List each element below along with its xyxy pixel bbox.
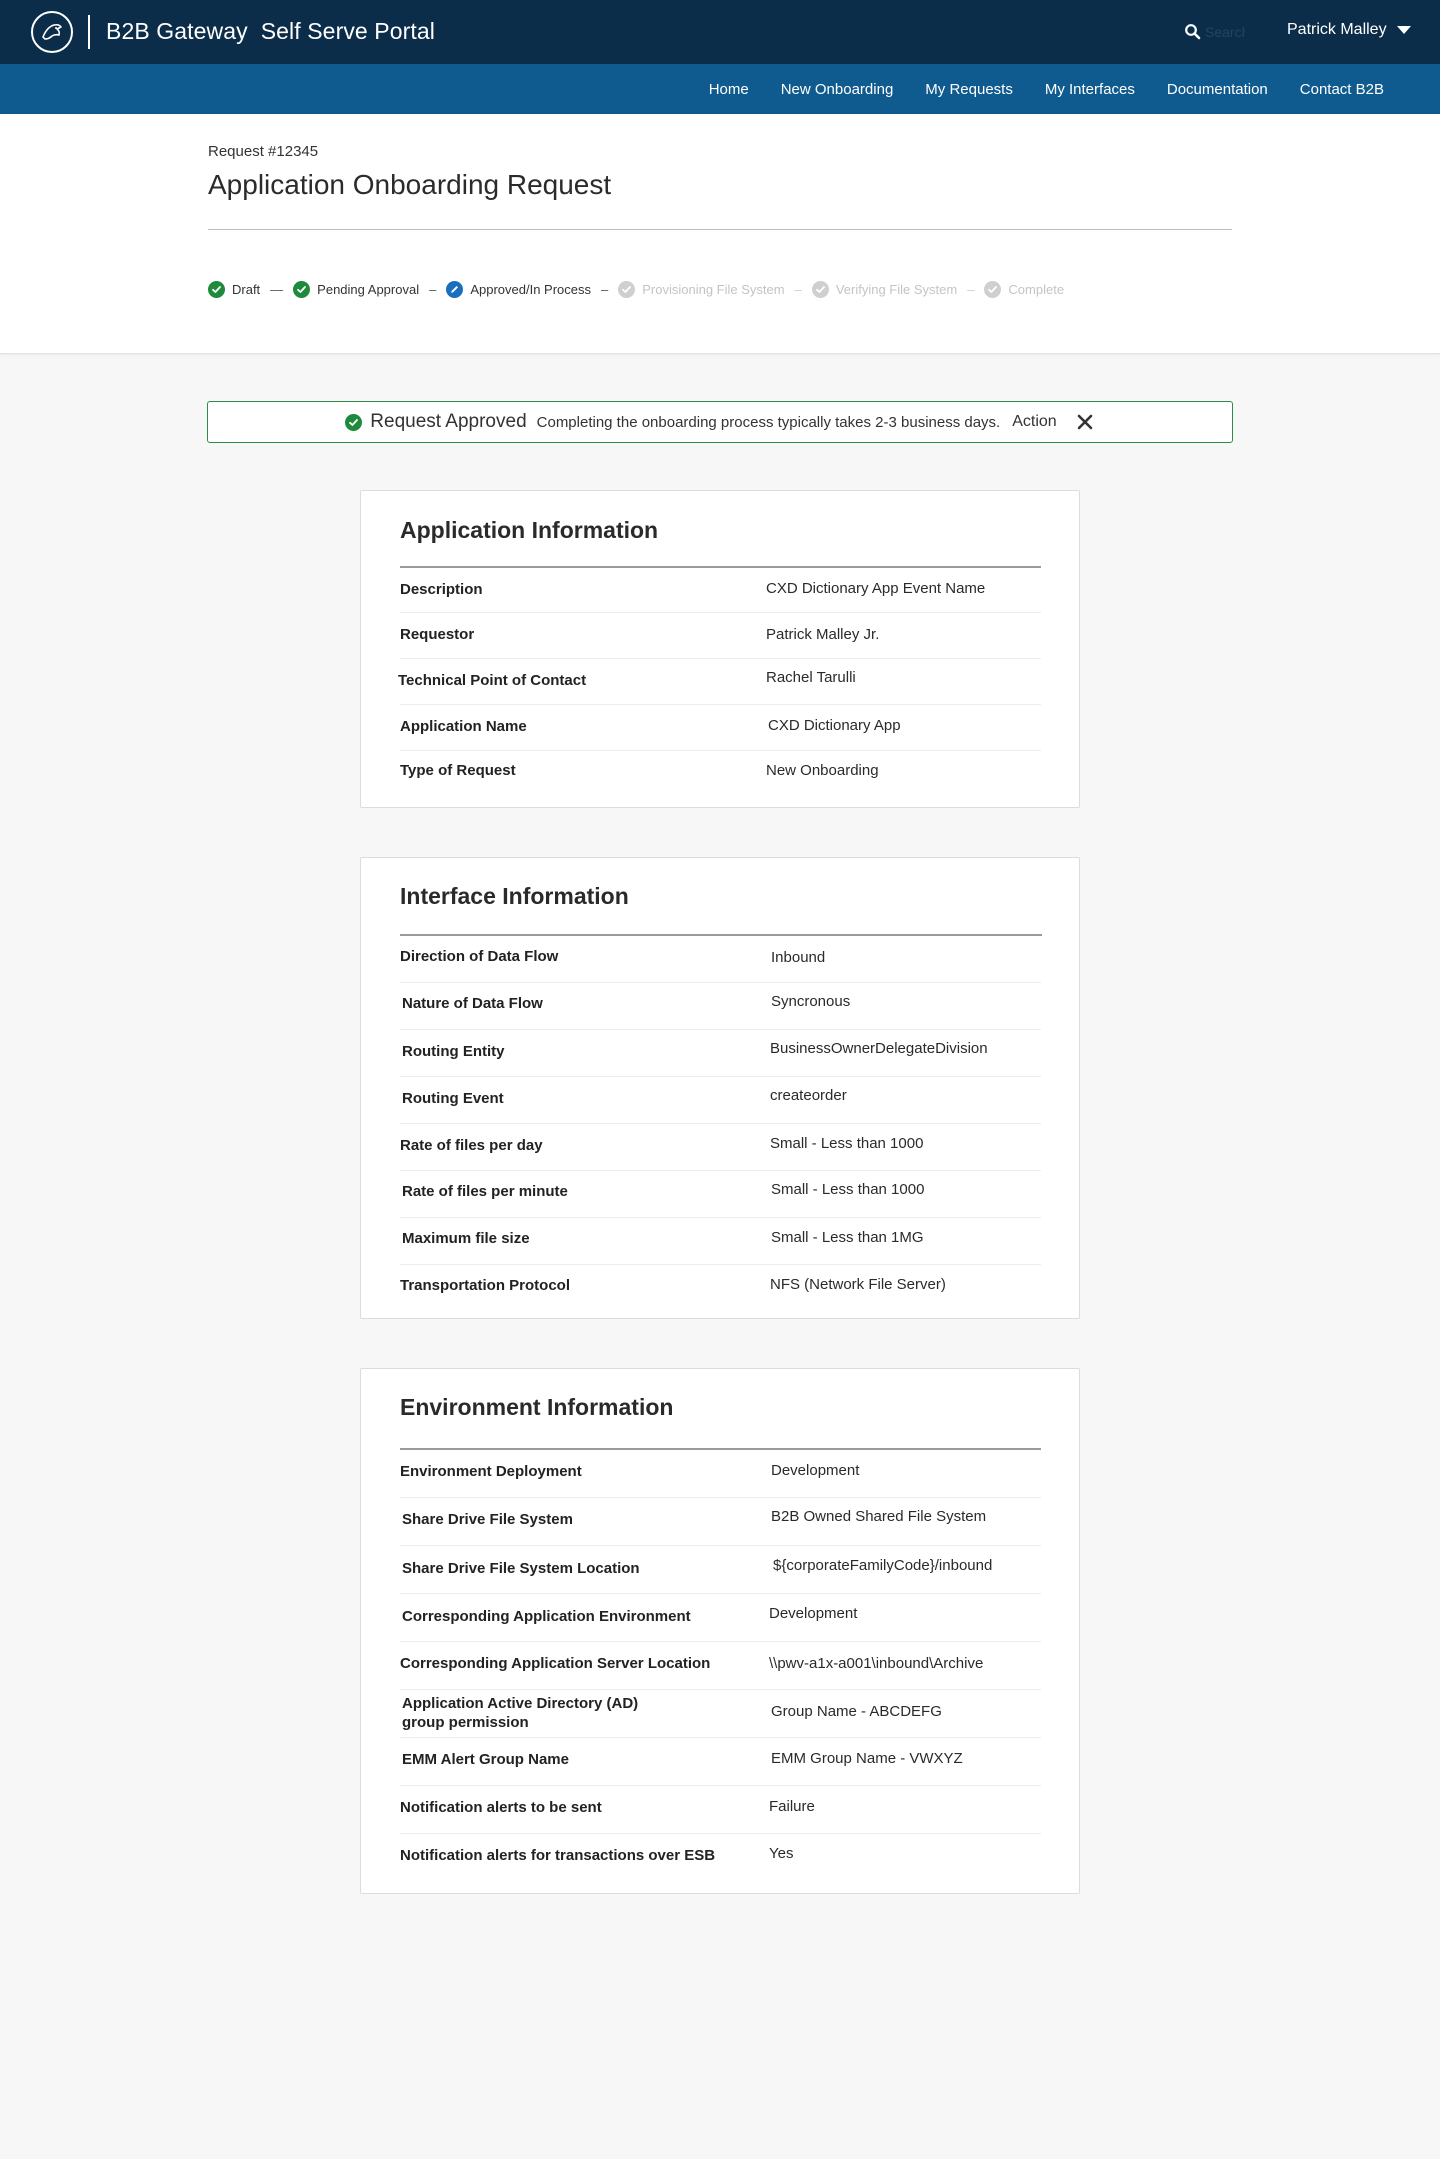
- check-circle-icon: [345, 414, 362, 431]
- info-row: [400, 751, 1041, 797]
- step-label: Draft: [232, 281, 261, 297]
- info-row: [400, 1450, 1041, 1498]
- row-value: Inbound: [771, 949, 826, 966]
- row-value: B2B Owned Shared File System: [771, 1508, 987, 1525]
- step-label: Provisioning File System: [642, 281, 785, 297]
- info-row: [400, 1498, 1041, 1546]
- row-value: Failure: [769, 1798, 815, 1815]
- environment-info-card: [360, 1368, 1080, 1894]
- nav-item-documentation[interactable]: Documentation: [1166, 80, 1268, 98]
- info-row: [400, 1077, 1041, 1124]
- info-row: [400, 1546, 1041, 1594]
- check-circle-icon: [984, 281, 1001, 298]
- row-label: Rate of files per minute: [402, 1183, 568, 1200]
- row-label: Direction of Data Flow: [400, 948, 559, 965]
- check-circle-icon: [812, 281, 829, 298]
- row-value: Rachel Tarulli: [766, 669, 856, 686]
- row-value: Yes: [769, 1845, 794, 1862]
- row-value: CXD Dictionary App Event Name: [766, 580, 986, 597]
- search-box[interactable]: [1183, 20, 1245, 44]
- nav-item-contact-b2b[interactable]: Contact B2B: [1299, 80, 1384, 98]
- row-label: Routing Entity: [402, 1043, 505, 1060]
- info-row: [400, 705, 1041, 751]
- progress-stepper: [208, 279, 1064, 299]
- app-title[interactable]: B2B Gateway Self Serve Portal: [106, 18, 435, 44]
- row-value: Development: [771, 1462, 860, 1479]
- row-label: Corresponding Application Environment: [402, 1608, 691, 1625]
- step-label: Approved/In Process: [470, 281, 592, 297]
- step-approved-in-process: [446, 281, 591, 298]
- row-label: Corresponding Application Server Location: [400, 1655, 711, 1672]
- row-label: Maximum file size: [402, 1230, 530, 1247]
- row-value: Small - Less than 1MG: [771, 1229, 924, 1246]
- close-icon[interactable]: [1075, 412, 1095, 432]
- info-row: [400, 1834, 1041, 1882]
- application-info-card: [360, 490, 1080, 808]
- step-separator: –: [967, 281, 975, 297]
- row-value: Patrick Malley Jr.: [766, 626, 880, 643]
- user-name: Patrick Malley: [1287, 21, 1387, 38]
- info-row: [400, 983, 1041, 1030]
- step-provisioning-file-system: [618, 281, 784, 298]
- chevron-down-icon: [1397, 26, 1411, 34]
- step-draft: [208, 281, 260, 298]
- row-value: Small - Less than 1000: [771, 1181, 925, 1198]
- step-label: Complete: [1008, 281, 1065, 297]
- row-label: Application Name: [400, 718, 527, 735]
- info-row: [400, 1171, 1041, 1218]
- step-separator: –: [794, 281, 802, 297]
- step-complete: [984, 281, 1064, 298]
- step-separator: —: [270, 281, 284, 297]
- info-row: [400, 1030, 1041, 1077]
- row-label: Rate of files per day: [400, 1137, 543, 1154]
- user-menu[interactable]: [1287, 21, 1411, 39]
- row-value: EMM Group Name - VWXYZ: [771, 1750, 963, 1767]
- card-title: Environment Information: [400, 1394, 674, 1420]
- main-nav: [0, 64, 1440, 114]
- logo-divider: [88, 15, 90, 49]
- row-label: Environment Deployment: [400, 1463, 582, 1480]
- row-value: Small - Less than 1000: [770, 1135, 924, 1152]
- row-value: NFS (Network File Server): [770, 1276, 946, 1293]
- row-value: Syncronous: [771, 993, 851, 1010]
- info-row: [400, 1738, 1041, 1786]
- info-row: [400, 1786, 1041, 1834]
- info-row: [400, 1594, 1041, 1642]
- search-input[interactable]: [1205, 21, 1245, 43]
- row-label: Notification alerts for transactions over ESB: [400, 1847, 716, 1864]
- nav-item-new-onboarding[interactable]: New Onboarding: [780, 80, 894, 98]
- alert-action-link[interactable]: Action: [1012, 413, 1057, 430]
- row-value: ${corporateFamilyCode}/inbound: [773, 1557, 993, 1574]
- row-label: EMM Alert Group Name: [402, 1751, 569, 1768]
- row-label: Nature of Data Flow: [402, 995, 543, 1012]
- row-label: Requestor: [400, 626, 475, 643]
- row-label: Share Drive File System: [402, 1511, 573, 1528]
- row-label: Share Drive File System Location: [402, 1560, 640, 1577]
- row-value: \\pwv-a1x-a001\inbound\Archive: [769, 1655, 984, 1672]
- step-label: Verifying File System: [835, 281, 958, 297]
- page-header: [0, 114, 1440, 354]
- card-title: Interface Information: [400, 883, 629, 909]
- row-value: New Onboarding: [766, 762, 879, 779]
- pencil-circle-icon: [446, 281, 463, 298]
- alert-title: Request Approved: [370, 411, 527, 432]
- top-header: [0, 0, 1440, 64]
- row-label: Application Active Directory (AD) group permission: [402, 1695, 639, 1731]
- info-row: [400, 1124, 1041, 1171]
- row-value: Group Name - ABCDEFG: [771, 1703, 942, 1720]
- row-value: Development: [769, 1605, 858, 1622]
- step-label: Pending Approval: [317, 281, 420, 297]
- info-row: [400, 659, 1041, 705]
- info-row: [400, 568, 1041, 613]
- alert-message: Completing the onboarding process typically takes 2-3 business days.: [536, 413, 1001, 431]
- step-pending-approval: [293, 281, 419, 298]
- step-separator: –: [601, 281, 609, 297]
- company-logo-icon[interactable]: [31, 11, 73, 53]
- card-title: Application Information: [400, 517, 659, 543]
- info-row: [400, 613, 1041, 659]
- row-label: Type of Request: [400, 762, 516, 779]
- info-row: [400, 936, 1041, 983]
- success-alert: [207, 401, 1233, 443]
- check-circle-icon: [208, 281, 225, 298]
- info-row: [400, 1218, 1041, 1265]
- row-label: Transportation Protocol: [400, 1277, 571, 1294]
- row-label: Technical Point of Contact: [398, 672, 587, 689]
- request-number: Request #12345: [208, 143, 319, 160]
- step-verifying-file-system: [812, 281, 957, 298]
- row-label: Description: [400, 581, 483, 598]
- row-value: CXD Dictionary App: [768, 717, 901, 734]
- row-value: BusinessOwnerDelegateDivision: [770, 1040, 988, 1057]
- row-value: createorder: [770, 1087, 847, 1104]
- nav-item-my-interfaces[interactable]: My Interfaces: [1044, 80, 1135, 98]
- check-circle-icon: [618, 281, 635, 298]
- row-label: Routing Event: [402, 1090, 504, 1107]
- info-row: [400, 1265, 1041, 1312]
- check-circle-icon: [293, 281, 310, 298]
- page-title: Application Onboarding Request: [208, 169, 612, 200]
- info-row: [400, 1690, 1041, 1738]
- divider: [208, 229, 1232, 230]
- nav-item-home[interactable]: Home: [708, 80, 749, 98]
- info-row: [400, 1642, 1041, 1690]
- search-icon[interactable]: [1183, 22, 1203, 42]
- nav-item-my-requests[interactable]: My Requests: [925, 80, 1013, 98]
- row-label: Notification alerts to be sent: [400, 1799, 602, 1816]
- step-separator: –: [429, 281, 437, 297]
- interface-info-card: [360, 857, 1080, 1319]
